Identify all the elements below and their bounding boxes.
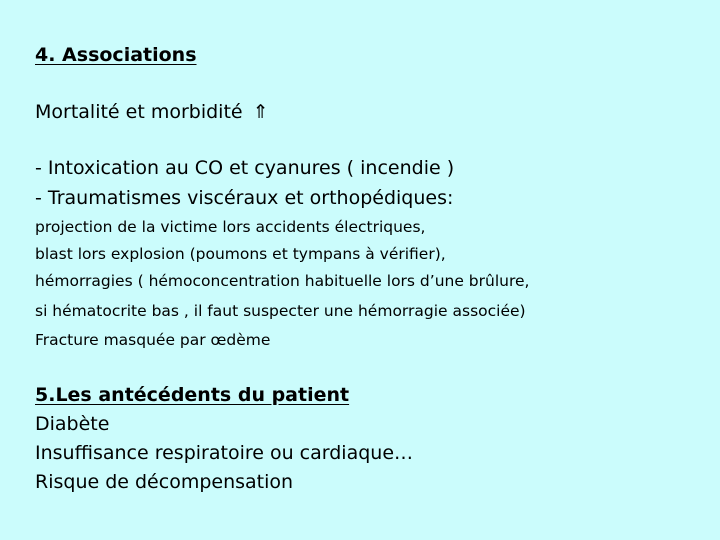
- detail-line: Fracture masquée par œdème: [35, 331, 271, 349]
- antecedent-item: Insuffisance respiratoire ou cardiaque…: [35, 442, 414, 464]
- up-arrow-icon: ⇑: [252, 101, 269, 123]
- section5-heading: 5.Les antécédents du patient: [35, 384, 350, 406]
- bullet-traumatismes: - Traumatismes viscéraux et orthopédiques:: [35, 187, 454, 209]
- detail-line: projection de la victime lors accidents électriques,: [35, 218, 426, 236]
- section4-heading: 4. Associations: [35, 44, 197, 66]
- detail-line: hémorragies ( hémoconcentration habituelle lors d’une brûlure,: [35, 272, 530, 290]
- mortality-text: Mortalité et morbidité: [35, 101, 243, 123]
- detail-line: blast lors explosion (poumons et tympans à vérifier),: [35, 245, 446, 263]
- mortality-line: [35, 101, 269, 123]
- bullet-intoxication: - Intoxication au CO et cyanures ( incendie ): [35, 157, 455, 179]
- detail-line: si hématocrite bas , il faut suspecter une hémorragie associée): [35, 302, 526, 320]
- antecedent-item: Risque de décompensation: [35, 471, 294, 493]
- antecedent-item: Diabète: [35, 413, 110, 435]
